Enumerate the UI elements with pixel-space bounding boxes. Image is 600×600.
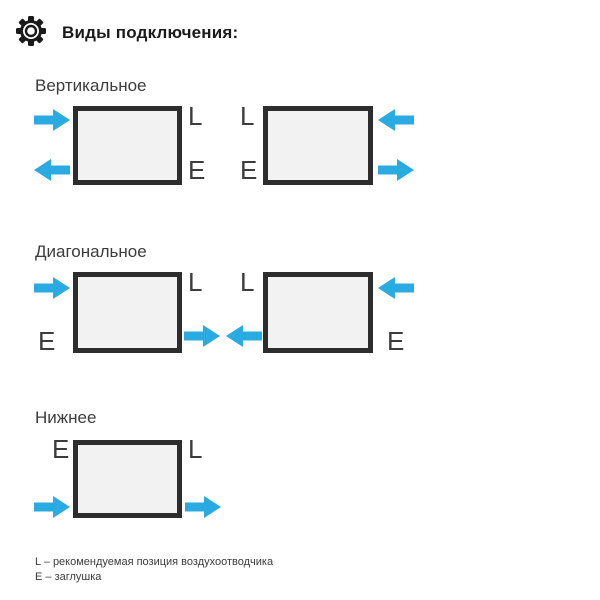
plug-label: E [52,434,70,464]
flow-in-arrow-icon [378,276,414,300]
flow-in-arrow-icon [34,276,70,300]
radiator-box [73,440,182,518]
section-title-bottom: Нижнее [35,408,97,427]
legend-line-air-vent: L – рекомендуемая позиция воздухоотводчика [35,556,274,568]
flow-in-arrow-icon [34,495,70,519]
air-vent-label: L [188,101,203,131]
air-vent-label: L [240,101,255,131]
air-vent-label: L [188,267,203,297]
air-vent-label: L [240,267,255,297]
air-vent-label: L [188,434,203,464]
legend-line-plug: E – заглушка [35,571,102,583]
radiator-box [263,106,373,185]
plug-label: E [240,155,258,185]
gear-icon [15,15,47,47]
flow-out-arrow-icon [185,495,221,519]
flow-in-arrow-icon [378,108,414,132]
flow-in-arrow-icon [34,108,70,132]
flow-out-arrow-icon [378,158,414,182]
plug-label: E [38,326,56,356]
radiator-box [263,272,373,353]
flow-out-arrow-icon [226,324,262,348]
section-title-vertical: Вертикальное [35,76,147,95]
radiator-box [73,106,182,185]
flow-out-arrow-icon [184,324,220,348]
radiator-box [73,272,182,353]
page-title: Виды подключения: [62,23,239,42]
plug-label: E [188,155,206,185]
flow-out-arrow-icon [34,158,70,182]
plug-label: E [387,326,405,356]
section-title-diagonal: Диагональное [35,242,147,261]
